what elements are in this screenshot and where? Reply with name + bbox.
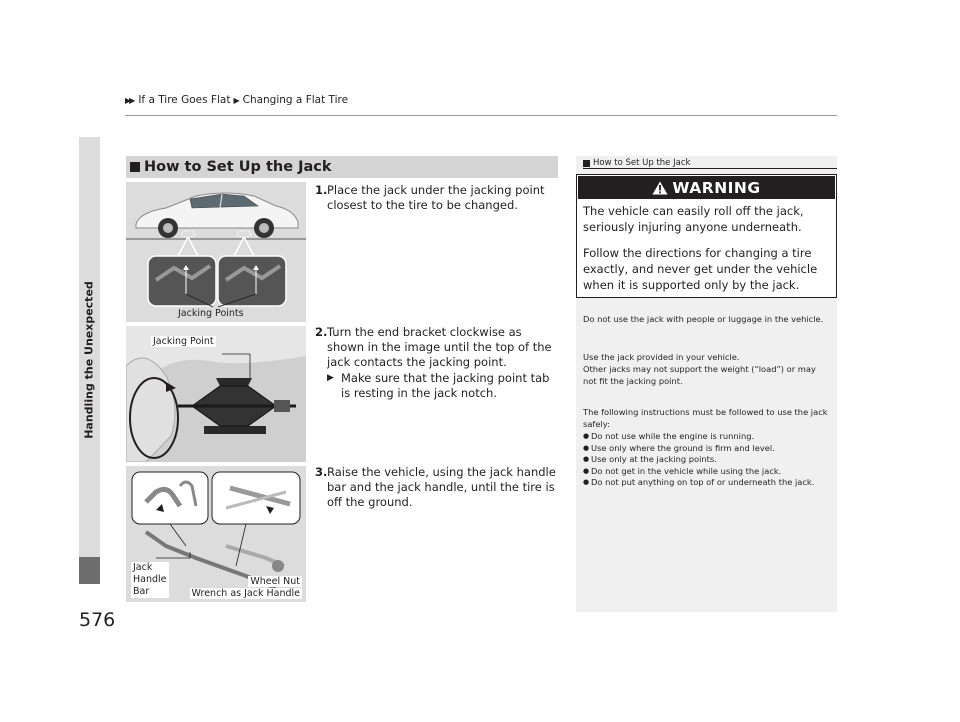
breadcrumb-item-1[interactable]: If a Tire Goes Flat	[138, 94, 231, 106]
header-rule	[125, 115, 837, 116]
jack-handle-bar-label	[131, 562, 169, 598]
step-1	[315, 183, 560, 213]
step-2-number: 2.	[315, 325, 328, 339]
jacking-point-label: Jacking Point	[153, 336, 214, 347]
note-other-jacks: Other jacks may not support the weight (“load”) or may not fit the jacking point.	[583, 364, 816, 386]
wrench-label: Wrench as Jack Handle	[191, 588, 300, 599]
warning-triangle-icon	[652, 181, 668, 195]
arrow-icon: ▶	[233, 95, 238, 105]
jack-handle-bar-label-line1: Jack	[133, 562, 153, 573]
jack-handle-bar-label-line3: Bar	[133, 586, 150, 597]
warning-paragraph-1: The vehicle can easily roll off the jack, seriously injuring anyone underneath.	[583, 204, 804, 234]
wheel-nut-label: Wheel Nut	[250, 576, 300, 587]
step-3-number: 3.	[315, 465, 328, 479]
sidebar-title-rule	[583, 168, 837, 169]
warning-heading-text: WARNING	[672, 178, 761, 197]
note-jack-provided: Use the jack provided in your vehicle.	[583, 352, 740, 362]
jacking-points-label: Jacking Points	[178, 308, 244, 319]
figure-jacking-points	[126, 182, 306, 322]
triangle-arrow-icon: ▶	[327, 373, 334, 383]
chapter-title: Handling the Unexpected	[82, 281, 96, 439]
note-instructions: The following instructions must be followed to use the jack safely:	[583, 407, 828, 429]
sidebar-marker-icon	[583, 160, 590, 167]
step-1-text: Place the jack under the jacking point closest to the tire to be changed.	[327, 183, 545, 212]
list-item: ● Use only at the jacking points.	[583, 454, 831, 466]
step-2-note-text: Make sure that the jacking point tab is resting in the jack notch.	[341, 371, 550, 400]
warning-heading	[578, 176, 835, 199]
step-2	[315, 325, 560, 401]
list-item: ● Do not put anything on top of or underneath the jack.	[583, 477, 831, 489]
list-item: ● Do not use while the engine is running.	[583, 431, 831, 443]
breadcrumb-item-2[interactable]: Changing a Flat Tire	[242, 94, 349, 106]
section-heading	[126, 156, 558, 178]
list-item: ● Use only where the ground is firm and level.	[583, 443, 831, 455]
safety-list	[583, 431, 831, 489]
double-arrow-icon: ▶▶	[125, 95, 134, 105]
sidebar-title-text: How to Set Up the Jack	[593, 158, 691, 168]
sidebar-title	[583, 158, 690, 168]
car-jacking-points-illustration	[126, 182, 306, 322]
page-number: 576	[79, 609, 116, 631]
section-marker-icon	[130, 162, 140, 172]
figure-jack-handle	[126, 466, 306, 602]
section-title: How to Set Up the Jack	[144, 159, 332, 175]
step-3	[315, 465, 560, 510]
chapter-tab-marker	[79, 557, 100, 584]
list-item: ● Do not get in the vehicle while using the jack.	[583, 466, 831, 478]
step-2-text: Turn the end bracket clockwise as shown in the image until the top of the jack contacts the jacking point.	[327, 325, 552, 369]
step-3-text: Raise the vehicle, using the jack handle bar and the jack handle, until the tire is off the ground.	[327, 465, 556, 509]
step-1-number: 1.	[315, 183, 328, 197]
jack-handle-bar-label-line2: Handle	[133, 574, 167, 585]
step-2-note	[315, 371, 560, 401]
warning-paragraph-2: Follow the directions for changing a tire exactly, and never get under the vehicle when it is supported only by the jack.	[583, 246, 818, 292]
note-people-luggage: Do not use the jack with people or luggage in the vehicle.	[583, 314, 824, 324]
breadcrumb	[125, 94, 348, 106]
figure-jack-placement	[126, 326, 306, 462]
